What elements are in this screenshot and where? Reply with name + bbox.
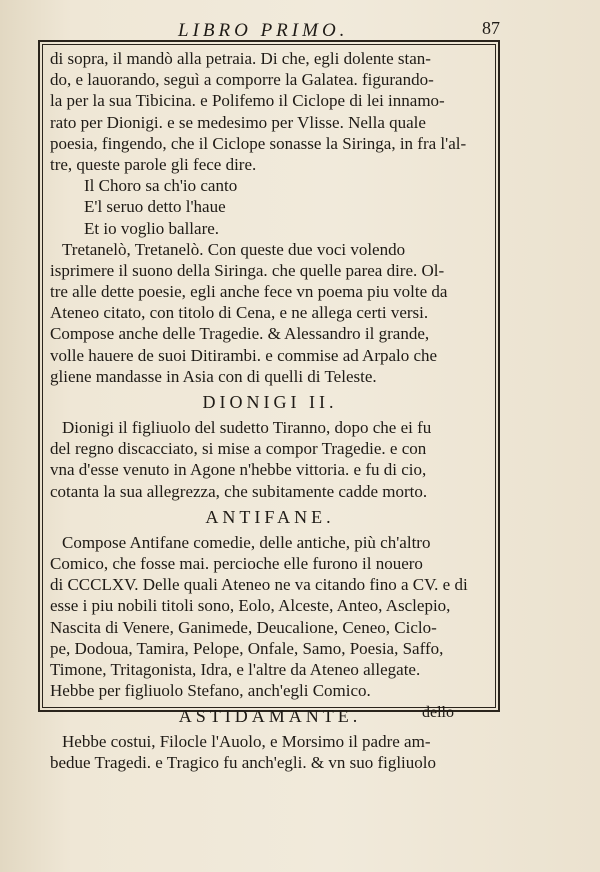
text-line: gliene mandasse in Asia con di quelli di Teleste. [50,366,377,386]
text-line: vna d'esse venuto in Agone n'hebbe vittoria. e fu di cio, [50,460,427,480]
text-line: Compose Antifane comedie, delle antiche, più ch'altro [62,532,431,552]
text-line: tre alle dette poesie, egli anche fece vn poema piu volte da [50,282,448,302]
text-line: Hebbe per figliuolo Stefano, anch'egli Comico. [50,681,371,701]
text-line: poesia, fingendo, che il Ciclope sonasse la Siringa, in fra l'al- [50,133,467,153]
section-heading: ASTIDAMANTE. [178,706,362,727]
running-title: LIBRO PRIMO. [178,20,349,41]
page-number: 87 [482,18,500,38]
text-line: di sopra, il mandò alla petraia. Di che, egli dolente stan- [50,49,431,68]
text-line: tre, queste parole gli fece dire. [50,154,257,174]
catchword: dello [422,704,454,721]
verse-line: Et io voglio ballare. [84,218,220,238]
text-line: esse i piu nobili titoli sono, Eolo, Alceste, Anteo, Asclepio, [50,596,451,616]
text-line: volle hauere de suoi Ditirambi. e commise ad Arpalo che [50,345,438,365]
page-header [40,8,500,44]
text-line: cotanta la sua allegrezza, che subitamente cadde morto. [50,481,428,501]
text-line: do, e lauorando, seguì a comporre la Galatea. figurando- [50,70,434,90]
verse-line: E'l seruo detto l'haue [84,197,226,217]
text-line: Tretanelò, Tretanelò. Con queste due voci volendo [62,239,406,259]
text-body [50,48,490,774]
text-line: del regno discacciato, si mise a compor Tragedie. e con [50,439,427,459]
text-line: Ateneo citato, con titolo di Cena, e ne allega certi versi. [50,303,429,323]
text-line: Comico, che fosse mai. percioche elle furono il nouero [50,553,423,573]
text-line: la per la sua Tibicina. e Polifemo il Ciclope di lei innamo- [50,91,445,111]
verse-line: Il Choro sa ch'io canto [84,176,238,196]
text-line: Dionigi il figliuolo del sudetto Tiranno, dopo che ei fu [62,418,432,437]
text-line: Nascita di Venere, Ganimede, Deucalione, Ceneo, Ciclo- [50,617,437,637]
text-line: Timone, Tritagonista, Idra, e l'altre da Ateneo allegate. [50,659,421,679]
text-line: Hebbe costui, Filocle l'Auolo, e Morsimo il padre am- [62,732,431,752]
text-line: isprimere il suono della Siringa. che quelle parea dire. Ol- [50,260,445,280]
text-line: rato per Dionigi. e se medesimo per Vlisse. Nella quale [50,112,426,132]
section-heading: ANTIFANE. [205,506,335,527]
text-line: pe, Dodoua, Tamira, Pelope, Onfale, Samo, Poesia, Saffo, [50,638,444,658]
text-line: bedue Tragedi. e Tragico fu anch'egli. & vn suo figliuolo [50,753,436,773]
text-line: Compose anche delle Tragedie. & Alessandro il grande, [50,324,430,344]
section-heading: DIONIGI II. [202,392,338,412]
text-line: di CCCLXV. Delle quali Ateneo ne va citando fino a CV. e di [50,575,468,595]
